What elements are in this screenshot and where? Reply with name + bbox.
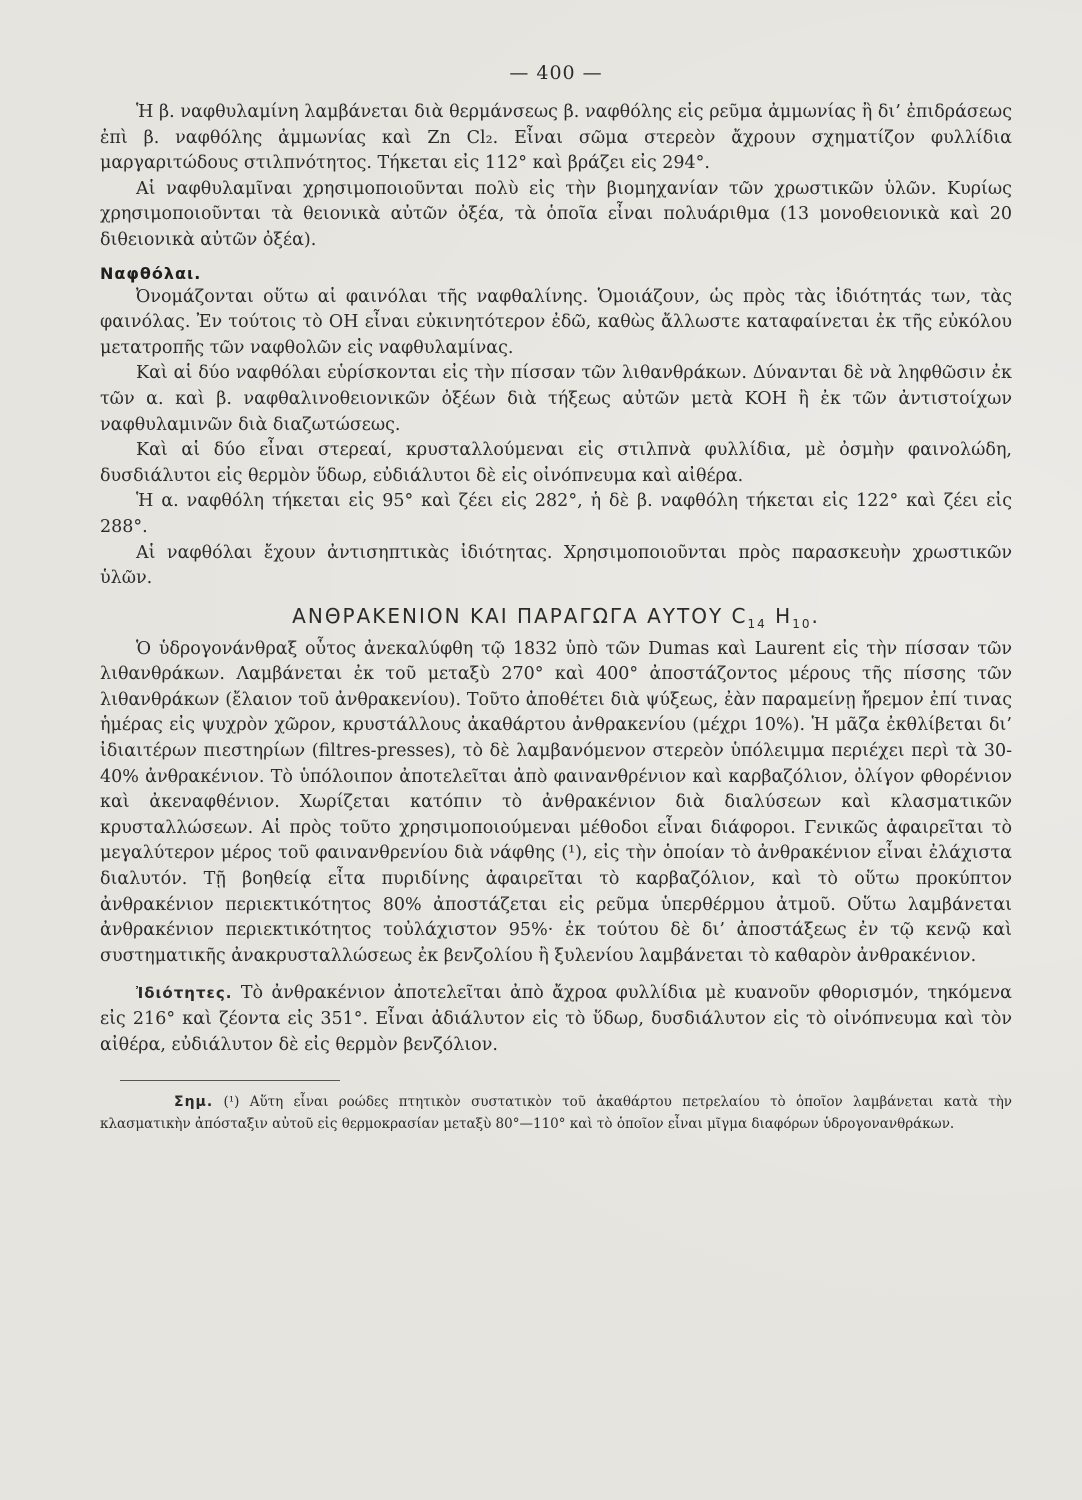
footnote-label: Σημ. xyxy=(174,1094,214,1111)
page-number: — 400 — xyxy=(509,62,603,84)
paragraph-naphthols-source: Καὶ αἱ δύο ναφθόλαι εὑρίσκονται εἰς τὴν πίσσαν τῶν λιθανθράκων. Δύνανται δὲ νὰ ληφθῶσιν ἐκ τῶν α. καὶ β. ναφθαλινοθειονικῶν ὀξέων διὰ τήξεως αὐτῶν μετὰ KOH ἢ ἐκ τῶν ἀντιστοίχων ναφθυλαμινῶν διὰ διαζωτώσεως. xyxy=(100,363,1012,435)
paragraph-naphthols-melting: Ἡ α. ναφθόλη τήκεται εἰς 95° καὶ ζέει εἰς 282°, ἡ δὲ β. ναφθόλη τήκεται εἰς 122° καὶ ζέει εἰς 288°. xyxy=(100,491,1012,537)
section-title-anthracene xyxy=(100,604,1012,631)
formula: $C_{14}$ $H_{10}$. xyxy=(731,603,820,631)
heading-properties: Ἰδιότητες. xyxy=(136,984,233,1003)
paragraph-naphthols-uses: Αἱ ναφθόλαι ἔχουν ἀντισηπτικὰς ἰδιότητας. Χρησιμοποιοῦνται πρὸς παρασκευὴν χρωστικῶν ὑλῶν. xyxy=(100,542,1012,589)
paragraph-anthracene-discovery: Ὁ ὑδρογονάνθραξ οὗτος ἀνεκαλύφθη τῷ 1832 ὑπὸ τῶν Dumas καὶ Laurent εἰς τὴν πίσσαν τῶν λιθανθράκων. Λαμβάνεται ἐκ τοῦ μεταξὺ 270° καὶ 400° ἀποστάζοντος μέρους τῆς πίσσης τῶν λιθανθράκων (ἔλαιον τοῦ ἀνθρακενίου). Τοῦτο ἀποθέτει διὰ ψύξεως, ἐὰν παραμείνῃ ἤρεμον ἐπί τινας ἡμέρας εἰς ψυχρὸν χῶρον, κρυστάλλους ἀκαθάρτου ἀνθρακενίου (μέχρι 10%). Ἡ μᾶζα ἐκθλίβεται δι’ ἰδιαιτέρων πιεστηρίων (filtres-presses), τὸ δὲ λαμβανόμενον στερεὸν ὑπόλειμμα περιέχει περὶ τὰ 30-40% ἀνθρακένιον. Τὸ ὑπόλοιπον ἀποτελεῖται ἀπὸ φαινανθρένιον καὶ καρβαζόλιον, ὀλίγον φθορένιον καὶ ἀκεναφθένιον. Χωρίζεται κατόπιν τὸ ἀνθρακένιον διὰ διαλύσεων καὶ κλασματικῶν κρυσταλλώσεων. Αἱ πρὸς τοῦτο χρησιμοποιούμεναι μέθοδοι εἶναι διάφοροι. Γενικῶς ἀφαιρεῖται τὸ μεγαλύτερον μέρος τοῦ φαινανθρενίου διὰ νάφθης (¹), εἰς τὴν ὁποίαν τὸ ἀνθρακένιον εἶναι ἐλάχιστα διαλυτόν. Τῇ βοηθείᾳ εἶτα πυριδίνης ἀφαιρεῖται τὸ καρβαζόλιον, καὶ τὸ οὕτω προκύπτον ἀνθρακένιον περιεκτικότητος 80% ἀποστάζεται εἰς ρεῦμα ὑπερθέρμου ἀτμοῦ. Οὕτω λαμβάνεται ἀνθρακένιον περιεκτικότητος τοὐλάχιστον 95%· ἐκ τούτου δὲ δι’ ἀποστάξεως ἐν τῷ κενῷ καὶ συστηματικῆς ἀνακρυσταλλώσεως ἐκ βενζολίου ἢ ξυλενίου λαμβάνεται τὸ καθαρὸν ἀνθρακένιον. xyxy=(100,638,1012,966)
footnote xyxy=(100,1091,1012,1135)
paragraph-naphthols-properties: Καὶ αἱ δύο εἶναι στερεαί, κρυσταλλούμεναι εἰς στιλπνὰ φυλλίδια, μὲ ὀσμὴν φαινολώδη, δυσδιάλυτοι εἰς θερμὸν ὕδωρ, εὐδιάλυτοι δὲ εἰς οἰνόπνευμα καὶ αἰθέρα. xyxy=(100,440,1012,486)
paragraph-naphthylamines-use: Αἱ ναφθυλαμῖναι χρησιμοποιοῦνται πολὺ εἰς τὴν βιομηχανίαν τῶν χρωστικῶν ὑλῶν. Κυρίως χρησιμοποιοῦνται τὰ θειονικὰ αὐτῶν ὀξέα, τὰ ὁποῖα εἶναι πολυάριθμα (13 μονοθειονικὰ καὶ 20 διθειονικὰ αὐτῶν ὀξέα). xyxy=(100,178,1012,250)
paragraph-anthracene-properties xyxy=(100,981,1012,1058)
paragraph-naphthols-intro: Ὀνομάζονται οὕτω αἱ φαινόλαι τῆς ναφθαλίνης. Ὁμοιάζουν, ὡς πρὸς τὰς ἰδιότητάς των, τὰς φαινόλας. Ἐν τούτοις τὸ OH εἶναι εὐκινητότερον ἐδῶ, καθὼς ἄλλωστε καταφαίνεται ἐκ τῆς εὐκόλου μετατροπῆς τῶν ναφθολῶν εἰς ναφθυλαμίνας. xyxy=(100,286,1012,358)
footnote-text: (¹) Αὕτη εἶναι ροώδες πτητικὸν συστατικὸν τοῦ ἀκαθάρτου πετρελαίου τὸ ὁποῖον λαμβάνεται κατὰ τὴν κλασματικὴν ἀπόσταξιν αὐτοῦ εἰς θερμοκρασίαν μεταξὺ 80°—110° καὶ τὸ ὁποῖον εἶναι μῖγμα διαφόρων ὑδρογονανθράκων. xyxy=(100,1094,1012,1133)
properties-text: Τὸ ἀνθρακένιον ἀποτελεῖται ἀπὸ ἄχροα φυλλίδια μὲ κυανοῦν φθορισμόν, τηκόμενα εἰς 216° καὶ ζέοντα εἰς 351°. Εἶναι ἀδιάλυτον εἰς τὸ ὕδωρ, δυσδιάλυτον εἰς τὸ οἰνόπνευμα καὶ τὸν αἰθέρα, εὐδιάλυτον δὲ εἰς θερμὸν βενζόλιον. xyxy=(100,983,1012,1055)
heading-naphthols: Ναφθόλαι. xyxy=(100,263,202,283)
paragraph-naphthylamine-beta: Ἡ β. ναφθυλαμίνη λαμβάνεται διὰ θερμάνσεως β. ναφθόλης εἰς ρεῦμα ἀμμωνίας ἢ δι’ ἐπιδράσεως ἐπὶ β. ναφθόλης ἀμμωνίας καὶ Zn Cl₂. Εἶναι σῶμα στερεὸν ἄχρουν σχηματίζον φυλλίδια μαργαριτώδους στιλπνότητος. Τήκεται εἰς 112° καὶ βράζει εἰς 294°. xyxy=(100,102,1012,174)
section-title-text: ΑΝΘΡΑΚΕΝΙΟΝ ΚΑΙ ΠΑΡΑΓΩΓΑ ΑΥΤΟΥ xyxy=(292,603,724,628)
footnote-divider xyxy=(120,1080,340,1081)
